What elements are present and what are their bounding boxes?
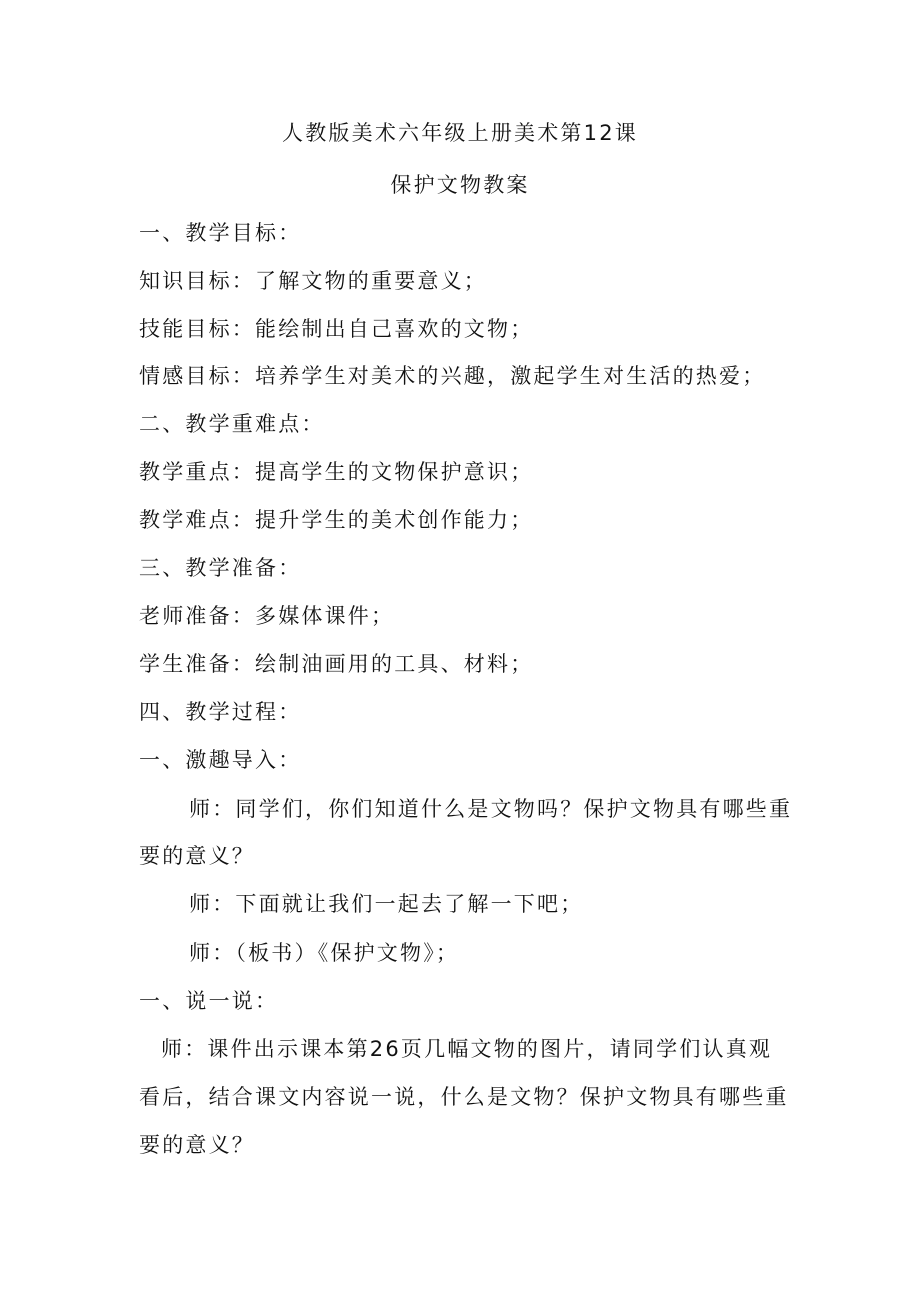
section-heading-objectives: 一、教学目标：	[139, 221, 302, 245]
section-heading-preparation: 三、教学准备：	[139, 556, 302, 580]
skill-objective: 技能目标：能绘制出自己喜欢的文物；	[139, 317, 534, 341]
student-preparation: 学生准备：绘制油画用的工具、材料；	[139, 652, 534, 676]
teaching-difficulty: 教学难点：提升学生的美术创作能力；	[139, 508, 534, 532]
talk-paragraph-line-3: 要的意义？	[139, 1133, 255, 1157]
section-heading-process: 四、教学过程：	[139, 700, 302, 724]
document-subtitle: 保护文物教案	[390, 173, 530, 197]
talk-paragraph-line-1: 师：课件出示课本第26页几幅文物的图片，请同学们认真观	[161, 1037, 773, 1061]
emotion-objective: 情感目标：培养学生对美术的兴趣，激起学生对生活的热爱；	[139, 364, 766, 388]
intro-paragraph-3: 师：（板书）《保护文物》；	[189, 941, 460, 965]
teacher-preparation: 老师准备：多媒体课件；	[139, 604, 395, 628]
subheading-introduction: 一、激趣导入：	[139, 748, 302, 772]
teaching-key-point: 教学重点：提高学生的文物保护意识；	[139, 460, 534, 484]
intro-paragraph-1-line-2: 要的意义？	[139, 844, 255, 868]
section-heading-key-points: 二、教学重难点：	[139, 412, 325, 436]
knowledge-objective: 知识目标：了解文物的重要意义；	[139, 269, 487, 293]
intro-paragraph-2: 师：下面就让我们一起去了解一下吧；	[189, 892, 584, 916]
document-title: 人教版美术六年级上册美术第12课	[282, 121, 638, 145]
talk-paragraph-line-2: 看后，结合课文内容说一说，什么是文物？保护文物具有哪些重	[139, 1085, 789, 1109]
intro-paragraph-1-line-1: 师：同学们，你们知道什么是文物吗？保护文物具有哪些重	[189, 797, 793, 821]
subheading-talk: 一、说一说：	[139, 989, 279, 1013]
